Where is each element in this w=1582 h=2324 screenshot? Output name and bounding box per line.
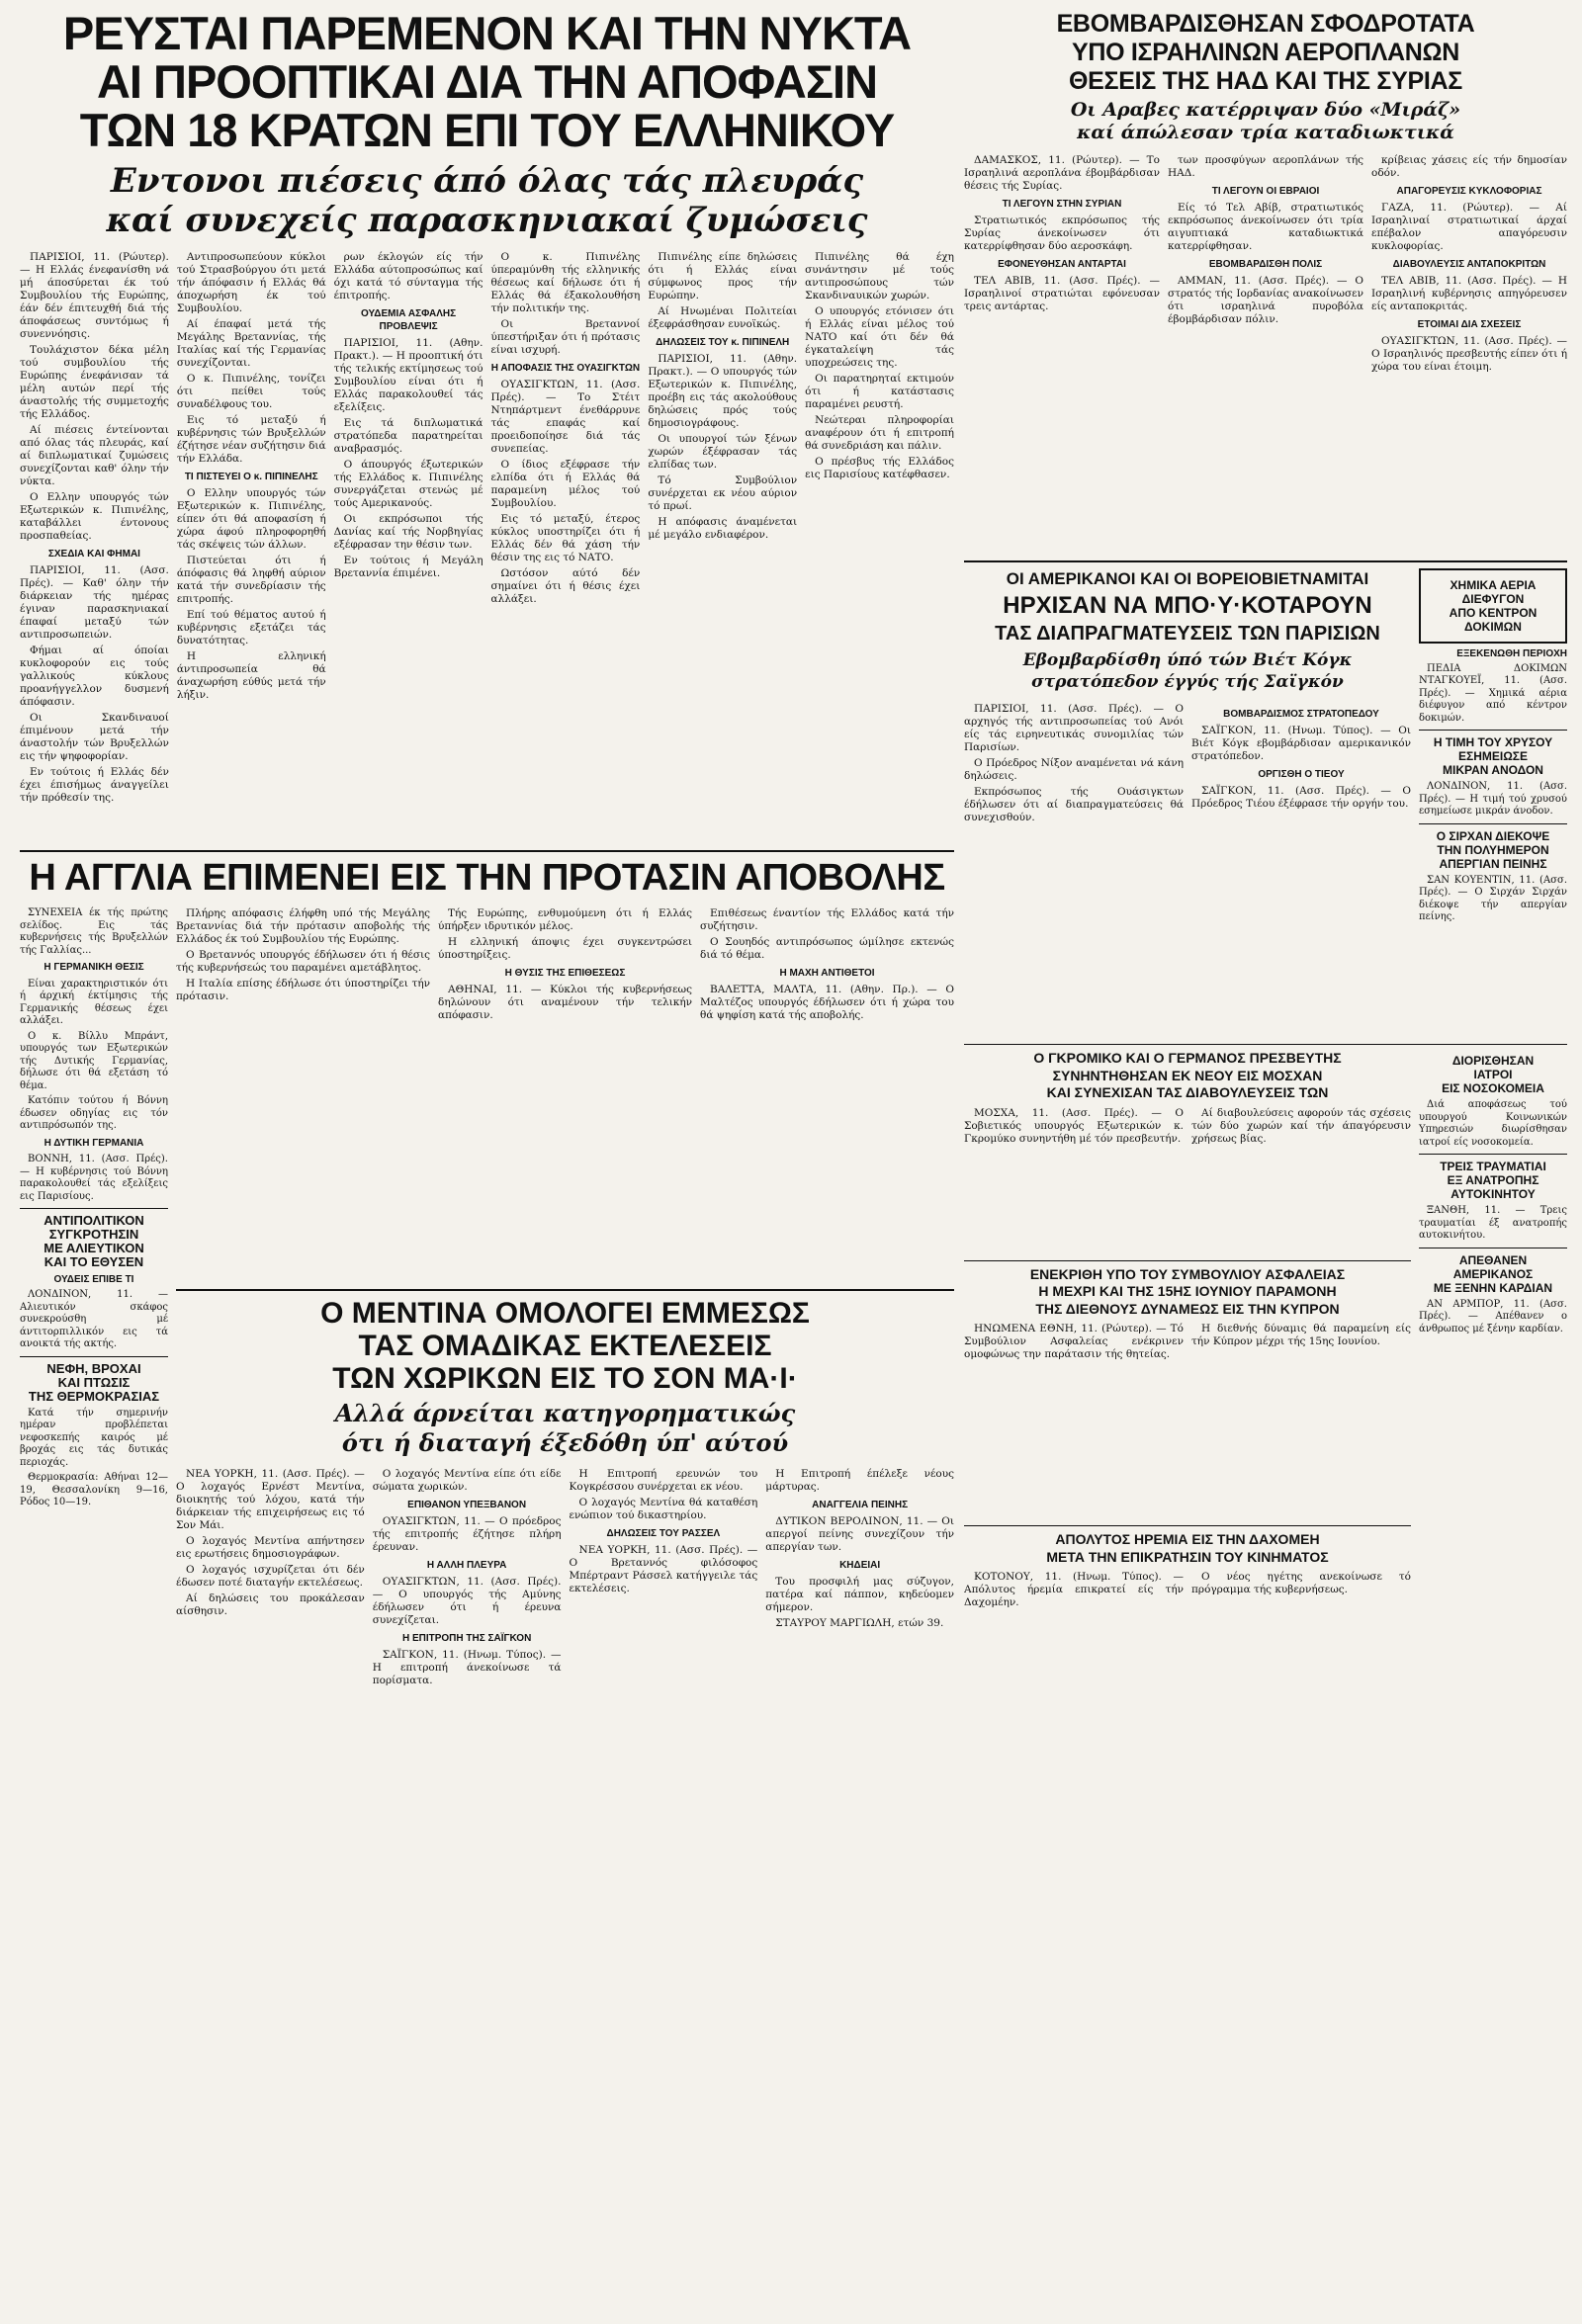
- section-subhead: ΤΙ ΛΕΓΟΥΝ ΣΤΗΝ ΣΥΡΙΑΝ: [1002, 198, 1122, 210]
- article-column: Πιπινέλης θά έχη συνάντησιν μέ τούς αντιπροσώπους τών Σκανδιναυικών χωρών. Ο υπουργός ετόνισεν ότι ή Ελλάς είναι μέλος τού ΝΑΤΟ καί ότι δέν θά έγκαταλείψη τάς υποχρεώσεις της. Οι παρατηρηταί εκτιμούν ότι ή κατάστασις παραμένει ρευστή. Νεώτεραι πληροφορίαι αναφέρουν ότι ή επιτροπή θά συνεδριάση και πάλιν. Ο πρέσβυς τής Ελλάδος εις Παρισίους κατέφθασεν.: [805, 251, 954, 481]
- right-lower: [964, 568, 1567, 1039]
- section-subhead: ΟΥΔΕΙΣ ΕΠΙΒΕ ΤΙ: [53, 1274, 134, 1286]
- right-section: [964, 10, 1567, 1679]
- article-column: ΛΟΝΔΙΝΟΝ, 11. — Αλιευτικόν σκάφος συνεκρούσθη μέ άντιτορπιλλικόν εις τά ανοικτά τής ακτής.: [20, 1289, 168, 1350]
- headline-line: ΚΑΙ ΤΟ ΕΘΥΣΕΝ: [44, 1254, 144, 1270]
- headline-line: Ο ΓΚΡΟΜΙΚΟ ΚΑΙ Ο ΓΕΡΜΑΝΟΣ ΠΡΕΣΒΕΥΤΗΣ: [1033, 1050, 1342, 1067]
- section-subhead: ΑΝΑΓΓΕΛΙΑ ΠΕΙΝΗΣ: [812, 1500, 909, 1511]
- headline-line: Ο ΣΙΡΧΑΝ ΔΙΕΚΟΨΕ: [1436, 828, 1550, 843]
- headline-line: ΥΠΟ ΙΣΡΑΗΛΙΝΩΝ ΑΕΡΟΠΛΑΝΩΝ: [1071, 38, 1460, 66]
- main-subheadline-line: καί συνεχείς παρασκηνιακαί ζυμώσεις: [106, 201, 868, 241]
- article-column: ΣΥΝΕΧΕΙΑ έκ τής πρώτης σελίδος. Εις τάς κυβερνήσεις τής Βρυξελλών τής Γαλλίας... Η ΓΕΡΜΑΝΙΚΗ ΘΕΣΙΣ Είναι χαρακτηριστικόν ότι ή άρχική έκτίμησις τής Γερμανικής θέσεως έχει αλλάξει. Ο κ. Βίλλυ Μπράντ, υπουργός των Εξωτερικών τής Δυτικής Γερμανίας, δήλωσε ότι θά εξετάση τό θέμα. Κατόπιν τούτου ή Βόννη έδωσεν οδηγίας εις τόν αντιπρόσωπόν της. Η ΔΥΤΙΚΗ ΓΕΡΜΑΝΙΑ ΒΟΝΝΗ, 11. (Ασσ. Πρές). — Η κυβέρνησις τού Βόννη παρακολουθεί τάς εξελίξεις εις Παρισίους.: [20, 907, 168, 1202]
- headline-line: ΔΙΕΦΥΓΟΝ: [1461, 591, 1525, 606]
- headline-line: ΕΞ ΑΝΑΤΡΟΠΗΣ: [1447, 1173, 1539, 1188]
- aktis-headline: [20, 1214, 168, 1269]
- section-subhead: ΕΦΟΝΕΥΘΗΣΑΝ ΑΝΤΑΡΤΑΙ: [998, 258, 1126, 270]
- divider: [964, 1260, 1411, 1261]
- section-subhead: Η ΑΛΛΗ ΠΛΕΥΡΑ: [426, 1560, 507, 1572]
- cyprus-columns: [964, 1323, 1411, 1520]
- left-section: [20, 10, 954, 2101]
- section-subhead: Η ΔΥΤΙΚΗ ΓΕΡΜΑΝΙΑ: [44, 1137, 144, 1149]
- medina-columns: [176, 1468, 954, 2101]
- article-column: ΠΑΡΙΣΙΟΙ, 11. (Ρώυτερ). — Η Ελλάς ένεφανίσθη νά μή άποσύρεται έκ τού Συμβουλίου τής Ευρώπης, έάν δέν έπιτευχθή διά τής άποφάσεως συντόμως ή συνεννόησις. Τουλάχιστον δέκα μέλη τού συμβουλίου τής Ευρώπης ένεφάνισαν τά μέλη αυτών περί τής άναστολής τής συμμετοχής τής Ελλάδος. Αί πιέσεις έντείνονται από όλας τάς πλευράς, καί αί διπλωματικαί ζυμώσεις συνεχίζονται καθ' όλην τήν νύκτα. Ο Ελλην υπουργός τών Εξωτερικών κ. Πιπινέλης, καταβάλλει έντονους προσπαθείας. ΣΧΕΔΙΑ ΚΑΙ ΦΗΜΑΙ ΠΑΡΙΣΙΟΙ, 11. (Ασσ. Πρές). — Καθ' όλην τήν διάρκειαν τής ημέρας έγιναν παρασκηνιακαί έπαφαί μεταξύ τών αντιπροσωπειών. Φήμαι αί όποίαι κυκλοφορούν εις τούς γαλλικούς κύκλους προανήγγελλον δυσμενή άπόφασιν. Οι Σκανδιναυοί έπιμένουν μετά τήν άναστολήν τών Βρυξελλών εις τήν ψηφοφορίαν. Εν τούτοις ή Ελλάς δέν έχει έπισήμως άναγγείλει τήν πρόθεσίν της.: [20, 251, 169, 805]
- headline-line: ΚΑΙ ΣΥΝΕΧΙΣΑΝ ΤΑΣ ΔΙΑΒΟΥΛΕΥΣΕΙΣ ΤΩΝ: [1046, 1084, 1329, 1101]
- vietnam-area: [964, 568, 1411, 1039]
- headline-line: ΤΑΣ ΟΜΑΔΙΚΑΣ ΕΚΤΕΛΕΣΕΙΣ: [358, 1330, 772, 1363]
- headline-line: ΑΠΟ ΚΕΝΤΡΟΝ: [1449, 605, 1538, 620]
- headline-line: Η ΜΕΧΡΙ ΚΑΙ ΤΗΣ 15ΗΣ ΙΟΥΝΙΟΥ ΠΑΡΑΜΟΝΗ: [1038, 1283, 1337, 1300]
- israel-headline: [964, 10, 1567, 95]
- article-column: Πιπινέλης είπε δηλώσεις ότι ή Ελλάς είναι σύμφωνος προς τήν Ευρώπην. Αί Ηνωμέναι Πολιτείαι έξεφράσθησαν ευνοϊκώς. ΔΗΛΩΣΕΙΣ ΤΟΥ κ. ΠΙΠΙΝΕΛΗ ΠΑΡΙΣΙΟΙ, 11. (Αθην. Πρακτ.). — Ο υπουργός τών Εξωτερικών κ. Πιπινέλης, προέβη εις τάς ακολούθους δηλώσεις πρός τούς δημοσιογράφους. Οι υπουργοί τών ξένων χωρών έξέφρασαν τάς ελπίδας των. Τό Συμβούλιον συνέρχεται εκ νέου αύριον τό πρωί. Η απόφασις άναμένεται μέ μεγάλο ενδιαφέρον.: [648, 251, 798, 542]
- article-column: κρίβειας χάσεις είς τήν δημοσίαν οδόν. ΑΠΑΓΟΡΕΥΣΙΣ ΚΥΚΛΟΦΟΡΙΑΣ ΓΑΖΑ, 11. (Ρώυτερ). — Αί Ισραηλιναί στρατιωτικαί άρχαί επέβαλον απαγόρευσιν κυκλοφορίας. ΔΙΑΒΟΥΛΕΥΣΙΣ ΑΝΤΑΠΟΚΡΙΤΩΝ ΤΕΛ ΑΒΙΒ, 11. (Ασσ. Πρές). — Η Ισραηλινή κυβέρνησις απηγόρευσεν είς ανταποκριτάς. ΕΤΟΙΜΑΙ ΔΙΑ ΣΧΕΣΕΙΣ ΟΥΑΣΙΓΚΤΩΝ, 11. (Ασσ. Πρές). — Ο Ισραηλινός πρεσβευτής είπεν ότι ή χώρα του είναι έτοιμη.: [1371, 153, 1567, 373]
- article-column: ΠΕΔΙΑ ΔΟΚΙΜΩΝ ΝΤΑΓΚΟΥΕΪ, 11. (Ασσ. Πρές). — Χημικά αέρια διέφυγον από κέντρον δοκιμών.: [1419, 662, 1567, 724]
- headline-line: ΜΕ ΞΕΝΗΝ ΚΑΡΔΙΑΝ: [1433, 1280, 1553, 1295]
- israel-columns: [964, 154, 1567, 555]
- dahomey-columns: [964, 1571, 1411, 1679]
- injured-headline: [1419, 1160, 1567, 1201]
- right-bottom-main: [964, 1050, 1411, 1679]
- article-column: ΛΟΝΔΙΝΟΝ, 11. (Ασσ. Πρές). — Η τιμή τού χρυσού εσημείωσε μικράν άνοδον.: [1419, 781, 1567, 818]
- section-subhead: Η ΕΠΙΤΡΟΠΗ ΤΗΣ ΣΑΪΓΚΟΝ: [401, 1633, 532, 1645]
- main-headline-line: ΤΩΝ 18 ΚΡΑΤΩΝ ΕΠΙ ΤΟΥ ΕΛΛΗΝΙΚΟΥ: [79, 106, 895, 155]
- section-subhead: ΕΠΙΘΑΝΟΝ ΥΠΕΞΒΑΝΟΝ: [407, 1500, 527, 1511]
- section-subhead: ΔΗΛΩΣΕΙΣ ΤΟΥ κ. ΠΙΠΙΝΕΛΗ: [656, 337, 790, 349]
- section-subhead: Η ΘΥΣΙΣ ΤΗΣ ΕΠΙΘΕΣΕΩΣ: [504, 968, 626, 980]
- heart-headline: [1419, 1253, 1567, 1295]
- headline-line: ΤΡΕΙΣ ΤΡΑΥΜΑΤΙΑΙ: [1440, 1160, 1546, 1174]
- gromyko-headline: [964, 1050, 1411, 1102]
- article-column: ΗΝΩΜΕΝΑ ΕΘΝΗ, 11. (Ρώυτερ). — Τό Συμβούλιον Ασφαλείας ενέκρινεν ομοφώνως την παράτασιν τής θητείας.: [964, 1323, 1184, 1361]
- section-subhead: ΕΞΕΚΕΝΩΘΗ ΠΕΡΙΟΧΗ: [1456, 647, 1567, 659]
- headline-line: ΗΡΧΙΣΑΝ ΝΑ ΜΠΟ·Υ·ΚΟΤΑΡΟΥΝ: [1003, 591, 1372, 619]
- headline-line: ΜΕΤΑ ΤΗΝ ΕΠΙΚΡΑΤΗΣΙΝ ΤΟΥ ΚΙΝΗΜΑΤΟΣ: [1046, 1548, 1329, 1565]
- headline-line: ΜΕ ΑΛΙΕΥΤΙΚΟΝ: [44, 1241, 144, 1256]
- article-column: ΚΟΤΟΝΟΥ, 11. (Ηνωμ. Τύπος). — Απόλυτος ήρεμία επικρατεί είς τήν Δαχομέην.: [964, 1571, 1184, 1609]
- article-column: Η Επιτροπή ερευνών του Κογκρέσσου συνέρχεται εκ νέου. Ο λοχαγός Μεντίνα θά καταθέση ενώπιον τού δικαστηρίου. ΔΗΛΩΣΕΙΣ ΤΟΥ ΡΑΣΣΕΛ ΝΕΑ ΥΟΡΚΗ, 11. (Ασσ. Πρές). — Ο Βρεταννός φιλόσοφος Μπέρτραντ Ράσσελ κατήγγειλε τάς εκτελέσεις.: [569, 1468, 758, 1595]
- section-subhead: ΟΥΔΕΜΙΑ ΑΣΦΑΛΗΣ ΠΡΟΒΛΕΨΙΣ: [361, 308, 457, 333]
- article-column: ΑΝ ΑΡΜΠΟΡ, 11. (Ασσ. Πρές). — Απέθανεν ο άνθρωπος μέ ξένην καρδίαν.: [1419, 1298, 1567, 1334]
- right-narrow-column: [1419, 568, 1567, 1039]
- main-headline-line: ΑΙ ΠΡΟΟΠΤΙΚΑΙ ΔΙΑ ΤΗΝ ΑΠΟΦΑΣΙΝ: [96, 57, 878, 107]
- section-subhead: Η ΓΕΡΜΑΝΙΚΗ ΘΕΣΙΣ: [44, 962, 144, 974]
- article-column: Η διεθνής δύναμις θά παραμείνη είς τήν Κύπρον μέχρι τής 15ης Ιουνίου.: [1191, 1323, 1411, 1348]
- section-subhead: ΔΗΛΩΣΕΙΣ ΤΟΥ ΡΑΣΣΕΛ: [606, 1528, 721, 1540]
- divider: [1419, 1154, 1567, 1155]
- article-column: Αί διαβουλεύσεις αφορούν τάς σχέσεις τών δύο χωρών καί τήν άπαγόρευσιν χρήσεως βίας.: [1191, 1106, 1411, 1145]
- section-subhead: ΕΒΟΜΒΑΡΔΙΣΘΗ ΠΟΛΙΣ: [1208, 258, 1323, 270]
- article-column: Η Επιτροπή έπέλεξε νέους μάρτυρας. ΑΝΑΓΓΕΛΙΑ ΠΕΙΝΗΣ ΔΥΤΙΚΟΝ ΒΕΡΟΛΙΝΟΝ, 11. — Οι απεργοί πείνης συνεχίζουν τήν απεργίαν των. ΚΗΔΕΙΑΙ Του προσφιλή μας σύζυγον, πατέρα καί πάππον, κηδεύομεν σήμερον. ΣΤΑΥΡΟΥ ΜΑΡΓΙΩΛΗ, ετών 39.: [765, 1468, 954, 1630]
- britain-columns: [176, 907, 954, 1283]
- headline-line: Ο ΜΕΝΤΙΝΑ ΟΜΟΛΟΓΕΙ ΕΜΜΕΣΩΣ: [320, 1297, 810, 1331]
- vietnam-subheadline: [964, 649, 1411, 693]
- doctors-headline: [1419, 1054, 1567, 1095]
- headline-line: ΕΝΕΚΡΙΘΗ ΥΠΟ ΤΟΥ ΣΥΜΒΟΥΛΙΟΥ ΑΣΦΑΛΕΙΑΣ: [1029, 1265, 1346, 1282]
- headline-line: ΑΥΤΟΚΙΝΗΤΟΥ: [1450, 1187, 1536, 1202]
- main-headline-line: ΡΕΥΣΤΑΙ ΠΑΡΕΜΕΝΟΝ ΚΑΙ ΤΗΝ ΝΥΚΤΑ: [62, 10, 912, 58]
- article-column: Επιθέσεως έναντίον τής Ελλάδος κατά τήν συζήτησιν. Ο Σουηδός αντιπρόσωπος ώμίλησε εκτενώς διά τό θέμα. Η ΜΑΧΗ ΑΝΤΙΘΕΤΟΙ ΒΑΛΕΤΤΑ, ΜΑΛΤΑ, 11. (Αθην. Πρ.). — Ο Μαλτέζος υπουργός έδήλωσεν ότι ή χώρα του θά ψηφίση κατά τής αποβολής.: [700, 907, 954, 1022]
- cyprus-headline: [964, 1266, 1411, 1319]
- headline-line: ΕΒΟΜΒΑΡΔΙΣΘΗΣΑΝ ΣΦΟΔΡΟΤΑΤΑ: [1056, 10, 1475, 38]
- section-subhead: ΤΙ ΛΕΓΟΥΝ ΟΙ ΕΒΡΑΙΟΙ: [1211, 185, 1320, 197]
- britain-section: [20, 907, 954, 2101]
- divider: [20, 1208, 168, 1209]
- headline-line: ΘΕΣΕΙΣ ΤΗΣ ΗΑΔ ΚΑΙ ΤΗΣ ΣΥΡΙΑΣ: [1069, 66, 1462, 95]
- article-column: των προσφύγων αεροπλάνων τής ΗΑΔ. ΤΙ ΛΕΓΟΥΝ ΟΙ ΕΒΡΑΙΟΙ Είς τό Τελ Αβίβ, στρατιωτικός εκπρόσωπος άνεκοίνωσεν ότι τρία αιγυπτιακά καταδιωκτικά κατερρίφθησαν. ΕΒΟΜΒΑΡΔΙΣΘΗ ΠΟΛΙΣ ΑΜΜΑΝ, 11. (Ασσ. Πρές). — Ο στρατός τής Ιορδανίας ανακοίνωσεν ότι ισραηλινά πυροβόλα έβομβάρδισαν πόλιν.: [1168, 153, 1363, 325]
- divider: [20, 1356, 168, 1357]
- vietnam-columns: [964, 703, 1411, 1039]
- britain-articles: [176, 907, 954, 2101]
- headline-line: ΔΟΚΙΜΩΝ: [1464, 619, 1522, 634]
- headline-line: ΔΙΟΡΙΣΘΗΣΑΝ: [1451, 1054, 1535, 1069]
- medina-subheadline: [176, 1399, 954, 1458]
- headline-line: ΤΗΣ ΔΙΕΘΝΟΥΣ ΔΥΝΑΜΕΩΣ ΕΙΣ ΤΗΝ ΚΥΠΡΟΝ: [1035, 1300, 1340, 1317]
- section-subhead: ΔΙΑΒΟΥΛΕΥΣΙΣ ΑΝΤΑΠΟΚΡΙΤΩΝ: [1392, 258, 1546, 270]
- section-subhead: ΕΤΟΙΜΑΙ ΔΙΑ ΣΧΕΣΕΙΣ: [1417, 318, 1522, 330]
- hunger-headline: [1419, 829, 1567, 871]
- article-column: Τής Ευρώπης, ενθυμούμενη ότι ή Ελλάς ύπήρξεν ιδρυτικόν μέλος. Η ελληνική άποψις έχει συγκεντρώσει ύποστηρίξεις. Η ΘΥΣΙΣ ΤΗΣ ΕΠΙΘΕΣΕΩΣ ΑΘΗΝΑΙ, 11. — Κύκλοι τής κυβερνήσεως δηλώνουν ότι αναμένουν τήν τελικήν απόφασιν.: [438, 907, 692, 1022]
- weather-headline: [20, 1362, 168, 1404]
- section-divider: [176, 1289, 954, 1291]
- article-column: ΞΑΝΘΗ, 11. — Τρεις τραυματίαι έξ ανατροπής αυτοκινήτου.: [1419, 1205, 1567, 1242]
- headline-line: ΤΗΣ ΘΕΡΜΟΚΡΑΣΙΑΣ: [28, 1388, 160, 1404]
- article-column: ΝΕΑ ΥΟΡΚΗ, 11. (Ασσ. Πρές). — Ο λοχαγός Ερνέστ Μεντίνα, διοικητής τού λόχου, κατά τήν διάρκειαν τής επιχειρήσεως εις τό Σον Μάι. Ο λοχαγός Μεντίνα απήντησεν εις ερωτήσεις δημοσιογράφων. Ο λοχαγός ισχυρίζεται ότι δέν έδωσεν ποτέ διαταγήν εκτελέσεως. Αί δηλώσεις του προκάλεσαν αίσθησιν.: [176, 1468, 365, 1618]
- headline-line: ΟΙ ΑΜΕΡΙΚΑΝΟΙ ΚΑΙ ΟΙ ΒΟΡΕΙΟΒΙΕΤΝΑΜΙΤΑΙ: [1006, 568, 1369, 588]
- section-subhead: ΤΙ ΠΙΣΤΕΥΕΙ Ο κ. ΠΙΠΙΝΕΛΗΣ: [184, 472, 318, 483]
- gold-headline: [1419, 735, 1567, 777]
- headline-line: ΑΠΕΡΓΙΑΝ ΠΕΙΝΗΣ: [1439, 856, 1547, 871]
- headline-line: ΣΥΝΗΝΤΗΘΗΣΑΝ ΕΚ ΝΕΟΥ ΕΙΣ ΜΟΣΧΑΝ: [1052, 1067, 1323, 1083]
- section-subhead: Η ΑΠΟΦΑΣΙΣ ΤΗΣ ΟΥΑΣΙΓΚΤΩΝ: [490, 363, 641, 375]
- section-subhead: ΑΠΑΓΟΡΕΥΣΙΣ ΚΥΚΛΟΦΟΡΙΑΣ: [1396, 185, 1542, 197]
- chemical-headline: [1425, 578, 1561, 634]
- divider: [964, 1044, 1567, 1045]
- headline-line: ΣΥΓΚΡΟΤΗΣΙΝ: [48, 1227, 139, 1243]
- divider: [1419, 823, 1567, 824]
- headline-line: ΕΙΣ ΝΟΣΟΚΟΜΕΙΑ: [1442, 1081, 1544, 1096]
- main-article-columns: [20, 251, 954, 844]
- article-column: ΠΑΡΙΣΙΟΙ, 11. (Ασσ. Πρές). — Ο αρχηγός τής αντιπροσωπείας τού Ανόι είς τάς ειρηνευτικάς συνομιλίας τών Παρισίων. Ο Πρόεδρος Νίξον αναμένεται νά κάνη δηλώσεις. Εκπρόσωπος τής Ουάσιγκτων έδήλωσεν ότι αί διαπραγματεύσεις θά συνεχισθούν.: [964, 703, 1184, 824]
- headline-line: ΜΙΚΡΑΝ ΑΝΟΔΟΝ: [1443, 763, 1543, 778]
- article-column: Αντιπροσωπεύουν κύκλοι τού Στρασβούργου ότι μετά τήν άπόφασιν ή Ελλάς θά άποχωρήση έκ τού Συμβουλίου. Αί έπαφαί μετά τής Μεγάλης Βρεταννίας, τής Ιταλίας καί τής Γερμανίας συνεχίζονται. Ο κ. Πιπινέλης, τονίζει ότι πείθει τούς συναδέλφους του. Εις τό μεταξύ ή κυβέρνησις τών Βρυξελλών έζήτησε νέαν συζήτησιν διά τήν Ελλάδα. ΤΙ ΠΙΣΤΕΥΕΙ Ο κ. ΠΙΠΙΝΕΛΗΣ Ο Ελλην υπουργός τών Εξωτερικών κ. Πιπινέλης, είπεν ότι θά αποφασίση ή χώρα άφού πληροφορηθή τάς σκέψεις τών άλλων. Πιστεύεται ότι ή άπόφασις θά ληφθή αύριον κατά τήν συνεδρίασιν τής επιτροπής. Επί τού θέματος αυτού ή κυβέρνησις εξετάζει τάς δυνατότητας. Η ελληνική άντιπροσωπεία θά άναχωρήση εύθύς μετά τήν λήξιν.: [176, 251, 326, 702]
- subheadline-line: Εβομβαρδίσθη ύπό τών Βιέτ Κόγκ: [1022, 650, 1353, 671]
- headline-line: ΧΗΜΙΚΑ ΑΕΡΙΑ: [1450, 577, 1537, 592]
- headline-line: ΝΕΦΗ, ΒΡΟΧΑΙ: [46, 1360, 141, 1376]
- main-subheadline: [20, 161, 954, 242]
- section-subhead: ΒΟΜΒΑΡΔΙΣΜΟΣ ΣΤΡΑΤΟΠΕΔΟΥ: [1223, 709, 1379, 721]
- article-column: Ο κ. Πιπινέλης ύπεραμύνθη τής ελληνικής θέσεως καί δήλωσε ότι ή Ελλάς θά έξακολουθήση τήν πολιτικήν της. Οι Βρεταννοί ύπεστήριξαν ότι ή πρότασις είναι ισχυρή. Η ΑΠΟΦΑΣΙΣ ΤΗΣ ΟΥΑΣΙΓΚΤΩΝ ΟΥΑΣΙΓΚΤΩΝ, 11. (Ασσ. Πρές). — Το Στέιτ Ντηπάρτμεντ ένεθάρρυνε τάς επαφάς καί προειδοποίησε διά τάς συνεπείας. Ο ίδιος εξέφρασε τήν ελπίδα ότι ή Ελλάς θά παραμείνη μέλος τού Συμβουλίου. Εις τό μεταξύ, έτερος κύκλος υποστηρίζει ότι ή Ελλάς δέν θά χάση τήν θέσιν της εις τό ΝΑΤΟ. Ωστόσον αύτό δέν σημαίνει ότι ή θέσις έχει αλλάξει.: [490, 251, 641, 606]
- subheadline-line: καί άπώλεσαν τρία καταδιωκτικά: [1077, 122, 1454, 144]
- headline-line: ΙΑΤΡΟΙ: [1473, 1068, 1513, 1082]
- left-narrow-column: [20, 907, 168, 2101]
- headline-line: ΕΣΗΜΕΙΩΣΕ: [1457, 749, 1529, 764]
- section-divider: [964, 560, 1567, 562]
- subheadline-line: Αλλά άρνείται κατηγορηματικώς: [334, 1399, 796, 1428]
- section-divider: [20, 850, 954, 852]
- britain-headline: Η ΑΓΓΛΙΑ ΕΠΙΜΕΝΕΙ ΕΙΣ ΤΗΝ ΠΡΟΤΑΣΙΝ ΑΠΟΒΟΛΗΣ: [29, 858, 945, 900]
- article-column: Πλήρης απόφασις έλήφθη υπό τής Μεγάλης Βρεταννίας διά τήν πρότασιν αποβολής τής Ελλάδος έκ τού Συμβουλίου τής Ευρώπης. Ο Βρεταννός υπουργός έδήλωσεν ότι ή θέσις τής κυβερνήσεώς του παραμένει αμετάβλητος. Η Ιταλία επίσης έδήλωσε ότι ύποστηρίζει τήν πρότασιν.: [176, 907, 430, 1003]
- vietnam-headline: [964, 568, 1411, 646]
- headline-line: ΑΠΟΛΥΤΟΣ ΗΡΕΜΙΑ ΕΙΣ ΤΗΝ ΔΑΧΟΜΕΗ: [1055, 1531, 1320, 1548]
- chemical-box: [1419, 568, 1567, 644]
- headline-line: ΑΠΕΘΑΝΕΝ ΑΜΕΡΙΚΑΝΟΣ: [1452, 1252, 1534, 1281]
- section-subhead: ΣΧΕΔΙΑ ΚΑΙ ΦΗΜΑΙ: [47, 549, 140, 560]
- headline-line: ΤΑΣ ΔΙΑΠΡΑΓΜΑΤΕΥΣΕΙΣ ΤΩΝ ΠΑΡΙΣΙΩΝ: [995, 623, 1380, 646]
- article-column: Ο λοχαγός Μεντίνα είπε ότι είδε σώματα χωρικών. ΕΠΙΘΑΝΟΝ ΥΠΕΞΒΑΝΟΝ ΟΥΑΣΙΓΚΤΩΝ, 11. — Ο πρόεδρος τής επιτροπής έζήτησε πλήρη έρευναν. Η ΑΛΛΗ ΠΛΕΥΡΑ ΟΥΑΣΙΓΚΤΩΝ, 11. (Ασσ. Πρές). — Ο υπουργός τής Αμύνης έδήλωσεν ότι ή έρευνα συνεχίζεται. Η ΕΠΙΤΡΟΠΗ ΤΗΣ ΣΑΪΓΚΟΝ ΣΑΪΓΚΟΝ, 11. (Ηνωμ. Τύπος). — Η επιτροπή άνεκοίνωσε τά πορίσματα.: [372, 1468, 562, 1687]
- main-subheadline-line: Εντονοι πιέσεις άπό όλας τάς πλευράς: [110, 160, 864, 201]
- headline-line: ΚΑΙ ΠΤΩΣΙΣ: [57, 1374, 131, 1390]
- section-subhead: ΚΗΔΕΙΑΙ: [839, 1560, 881, 1572]
- article-column: ΒΟΜΒΑΡΔΙΣΜΟΣ ΣΤΡΑΤΟΠΕΔΟΥ ΣΑΪΓΚΟΝ, 11. (Ηνωμ. Τύπος). — Οι Βιέτ Κόγκ εβομβάρδισαν αμερικανικόν στρατόπεδον. ΟΡΓΙΣΘΗ Ο ΤΙΕΟΥ ΣΑΪΓΚΟΝ, 11. (Ασσ. Πρές). — Ο Πρόεδρος Τιέου έξέφρασε τήν οργήν του.: [1191, 709, 1411, 811]
- right-bottom-side: [1419, 1050, 1567, 1679]
- subheadline-line: ότι ή διαταγή έξεδόθη ύπ' αύτού: [341, 1428, 789, 1458]
- article-column: Διά αποφάσεως τού υπουργού Κοινωνικών Υπηρεσιών διωρίσθησαν ιατροί είς νοσοκομεία.: [1419, 1099, 1567, 1148]
- dahomey-headline: [964, 1531, 1411, 1566]
- article-column: ΣΑΝ ΚΟΥΕΝΤΙΝ, 11. (Ασσ. Πρές). — Ο Σιρχάν Σιρχάν διέκοψε τήν απεργίαν πείνης.: [1419, 874, 1567, 923]
- subheadline-line: στρατόπεδον έγγύς τής Σαϊγκόν: [1031, 672, 1344, 693]
- article-column: Ο νέος ηγέτης ανεκοίνωσε τό πρόγραμμα τής κυβερνήσεως.: [1191, 1571, 1411, 1596]
- section-subhead: ΟΡΓΙΣΘΗ Ο ΤΙΕΟΥ: [1258, 769, 1345, 781]
- medina-headline: [176, 1297, 954, 1395]
- divider: [1419, 730, 1567, 731]
- gromyko-columns: [964, 1107, 1411, 1255]
- article-column: ΜΟΣΧΑ, 11. (Ασσ. Πρές). — Ο Σοβιετικός υπουργός Εξωτερικών κ. Γκρομύκο συνηντήθη μέ τόν πρεσβευτήν.: [964, 1106, 1184, 1145]
- right-bottom: [964, 1050, 1567, 1679]
- article-column: ρων έκλογών είς τήν Ελλάδα αύτοπροσώπως καί όχι κατά τό σύνταγμα τής έπιτροπής. ΟΥΔΕΜΙΑ ΑΣΦΑΛΗΣ ΠΡΟΒΛΕΨΙΣ ΠΑΡΙΣΙΟΙ, 11. (Αθην. Πρακτ.). — Η προοπτική ότι τής τελικής εκτίμησεως τού Συμβουλίου είναι ότι ή Ελλάς παρακολουθεί τάς εξελίξεις. Εις τά διπλωματικά στρατόπεδα παρατηρείται αναβρασμός. Ο άπουργός έξωτερικών τής Ελλάδος κ. Πιπινέλης συνεργάζεται στενώς μέ τούς Αμερικανούς. Οι εκπρόσωποι τής Δανίας καί τής Νορβηγίας εξέφρασαν την θέσιν των. Εν τούτοις ή Μεγάλη Βρεταννία έπιμένει.: [333, 251, 483, 580]
- headline-line: ΑΝΤΙΠΟΛΙΤΙΚΟΝ: [44, 1213, 144, 1229]
- headline-line: Η ΤΙΜΗ ΤΟΥ ΧΡΥΣΟΥ: [1433, 735, 1553, 750]
- israel-subheadline: [964, 99, 1567, 144]
- article-column: Κατά τήν σημερινήν ημέραν προβλέπεται νεφοσκεπής καιρός μέ βροχάς εις τάς δυτικάς περιοχάς. Θερμοκρασία: Αθήναι 12—19, Θεσσαλονίκη 9—16, Ρόδος 10—19.: [20, 1407, 168, 1508]
- headline-line: ΤΩΝ ΧΩΡΙΚΩΝ ΕΙΣ ΤΟ ΣΟΝ ΜΑ·Ι·: [332, 1362, 798, 1396]
- section-subhead: Η ΜΑΧΗ ΑΝΤΙΘΕΤΟΙ: [779, 968, 875, 980]
- divider: [964, 1525, 1411, 1526]
- headline-line: ΤΗΝ ΠΟΛΥΗΜΕΡΟΝ: [1437, 842, 1549, 857]
- article-column: ΔΑΜΑΣΚΟΣ, 11. (Ρώυτερ). — Το Ισραηλινά αεροπλάνα έβομβάρδισαν θέσεις τής Συρίας. ΤΙ ΛΕΓΟΥΝ ΣΤΗΝ ΣΥΡΙΑΝ Στρατιωτικός εκπρόσωπος τής Συρίας άνεκοίνωσεν ότι κατερρίφθησαν δύο αεροσκάφη. ΕΦΟΝΕΥΘΗΣΑΝ ΑΝΤΑΡΤΑΙ ΤΕΛ ΑΒΙΒ, 11. (Ασσ. Πρές). — Ισραηλινοί στρατιώται εφόνευσαν τρεις αντάρτας.: [964, 153, 1160, 312]
- subheadline-line: Οι Αραβες κατέρριψαν δύο «Μιράζ»: [1070, 99, 1461, 122]
- main-headline: [20, 10, 954, 155]
